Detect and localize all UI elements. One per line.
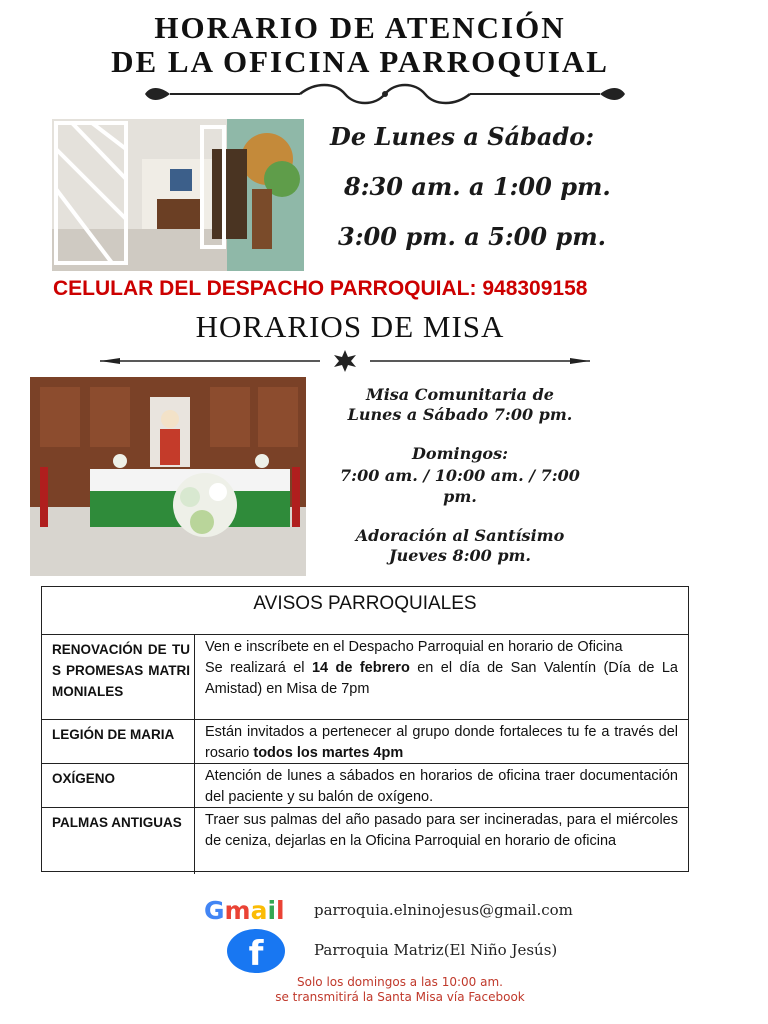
- page-title-line2: DE LA OFICINA PARROQUIAL: [111, 44, 609, 79]
- mass-sunday-times-line1: 7:00 am. / 10:00 am. / 7:00: [340, 466, 580, 485]
- notice-text: Están invitados a pertenecer al grupo donde fortaleces tu fe a través del rosario todos los martes 4pm: [205, 724, 678, 761]
- mass-schedule-title: HORARIOS DE MISA: [195, 309, 505, 344]
- facebook-stream-note-line2: se transmitirá la Santa Misa vía Facebook: [275, 990, 525, 1004]
- mass-sunday-label: Domingos:: [412, 444, 508, 463]
- office-photo: [52, 119, 304, 271]
- notice-label: RENOVACIÓN DE TUS PROMESAS MATRIMONIALES: [42, 635, 195, 719]
- parish-email-link[interactable]: parroquia.elninojesus@gmail.com: [314, 901, 573, 919]
- parish-phone: CELULAR DEL DESPACHO PARROQUIAL: 948309158: [53, 277, 588, 300]
- church-altar-photo: [30, 377, 306, 576]
- mass-sunday-times-line2: pm.: [443, 487, 477, 506]
- table-row: [42, 720, 688, 764]
- table-row: [42, 764, 688, 808]
- office-days: De Lunes a Sábado:: [330, 122, 595, 151]
- page-title-line1: HORARIO DE ATENCIÓN: [154, 10, 566, 45]
- notice-text: Ven e inscríbete en el Despacho Parroquial en horario de Oficina Se realizará el 14 de febrero en el día de San Valentín (Día de La Amistad) en Misa de 7pm: [205, 639, 678, 697]
- mass-weekday-line2: Lunes a Sábado 7:00 pm.: [347, 405, 573, 424]
- parish-notices-table: [41, 586, 689, 872]
- notices-table-title: AVISOS PARROQUIALES: [42, 587, 688, 635]
- facebook-page-link[interactable]: Parroquia Matriz(El Niño Jesús): [314, 941, 558, 959]
- table-row: [42, 808, 688, 874]
- notice-label: LEGIÓN DE MARIA: [42, 720, 195, 763]
- office-hours-afternoon: 3:00 pm. a 5:00 pm.: [338, 222, 606, 251]
- facebook-icon: f: [227, 929, 285, 973]
- ornament-divider-icon: [110, 82, 660, 106]
- table-row: [42, 635, 688, 720]
- notice-label: OXÍGENO: [42, 764, 195, 807]
- mass-weekday-line1: Misa Comunitaria de: [366, 385, 554, 404]
- notice-text: Traer sus palmas del año pasado para ser incineradas, para el miércoles de ceniza, dejarlas en la Oficina Parroquial en horario de oficina: [205, 812, 678, 849]
- adoration-line2: Jueves 8:00 pm.: [389, 546, 531, 565]
- star-divider-icon: [100, 350, 590, 372]
- gmail-logo: Gmail: [204, 896, 285, 925]
- adoration-line1: Adoración al Santísimo: [355, 526, 565, 545]
- notice-text: Atención de lunes a sábados en horarios de oficina traer documentación del paciente y su balón de oxígeno.: [205, 768, 678, 805]
- office-hours-morning: 8:30 am. a 1:00 pm.: [344, 172, 611, 201]
- notice-label: PALMAS ANTIGUAS: [42, 808, 195, 874]
- facebook-stream-note-line1: Solo los domingos a las 10:00 am.: [297, 975, 503, 989]
